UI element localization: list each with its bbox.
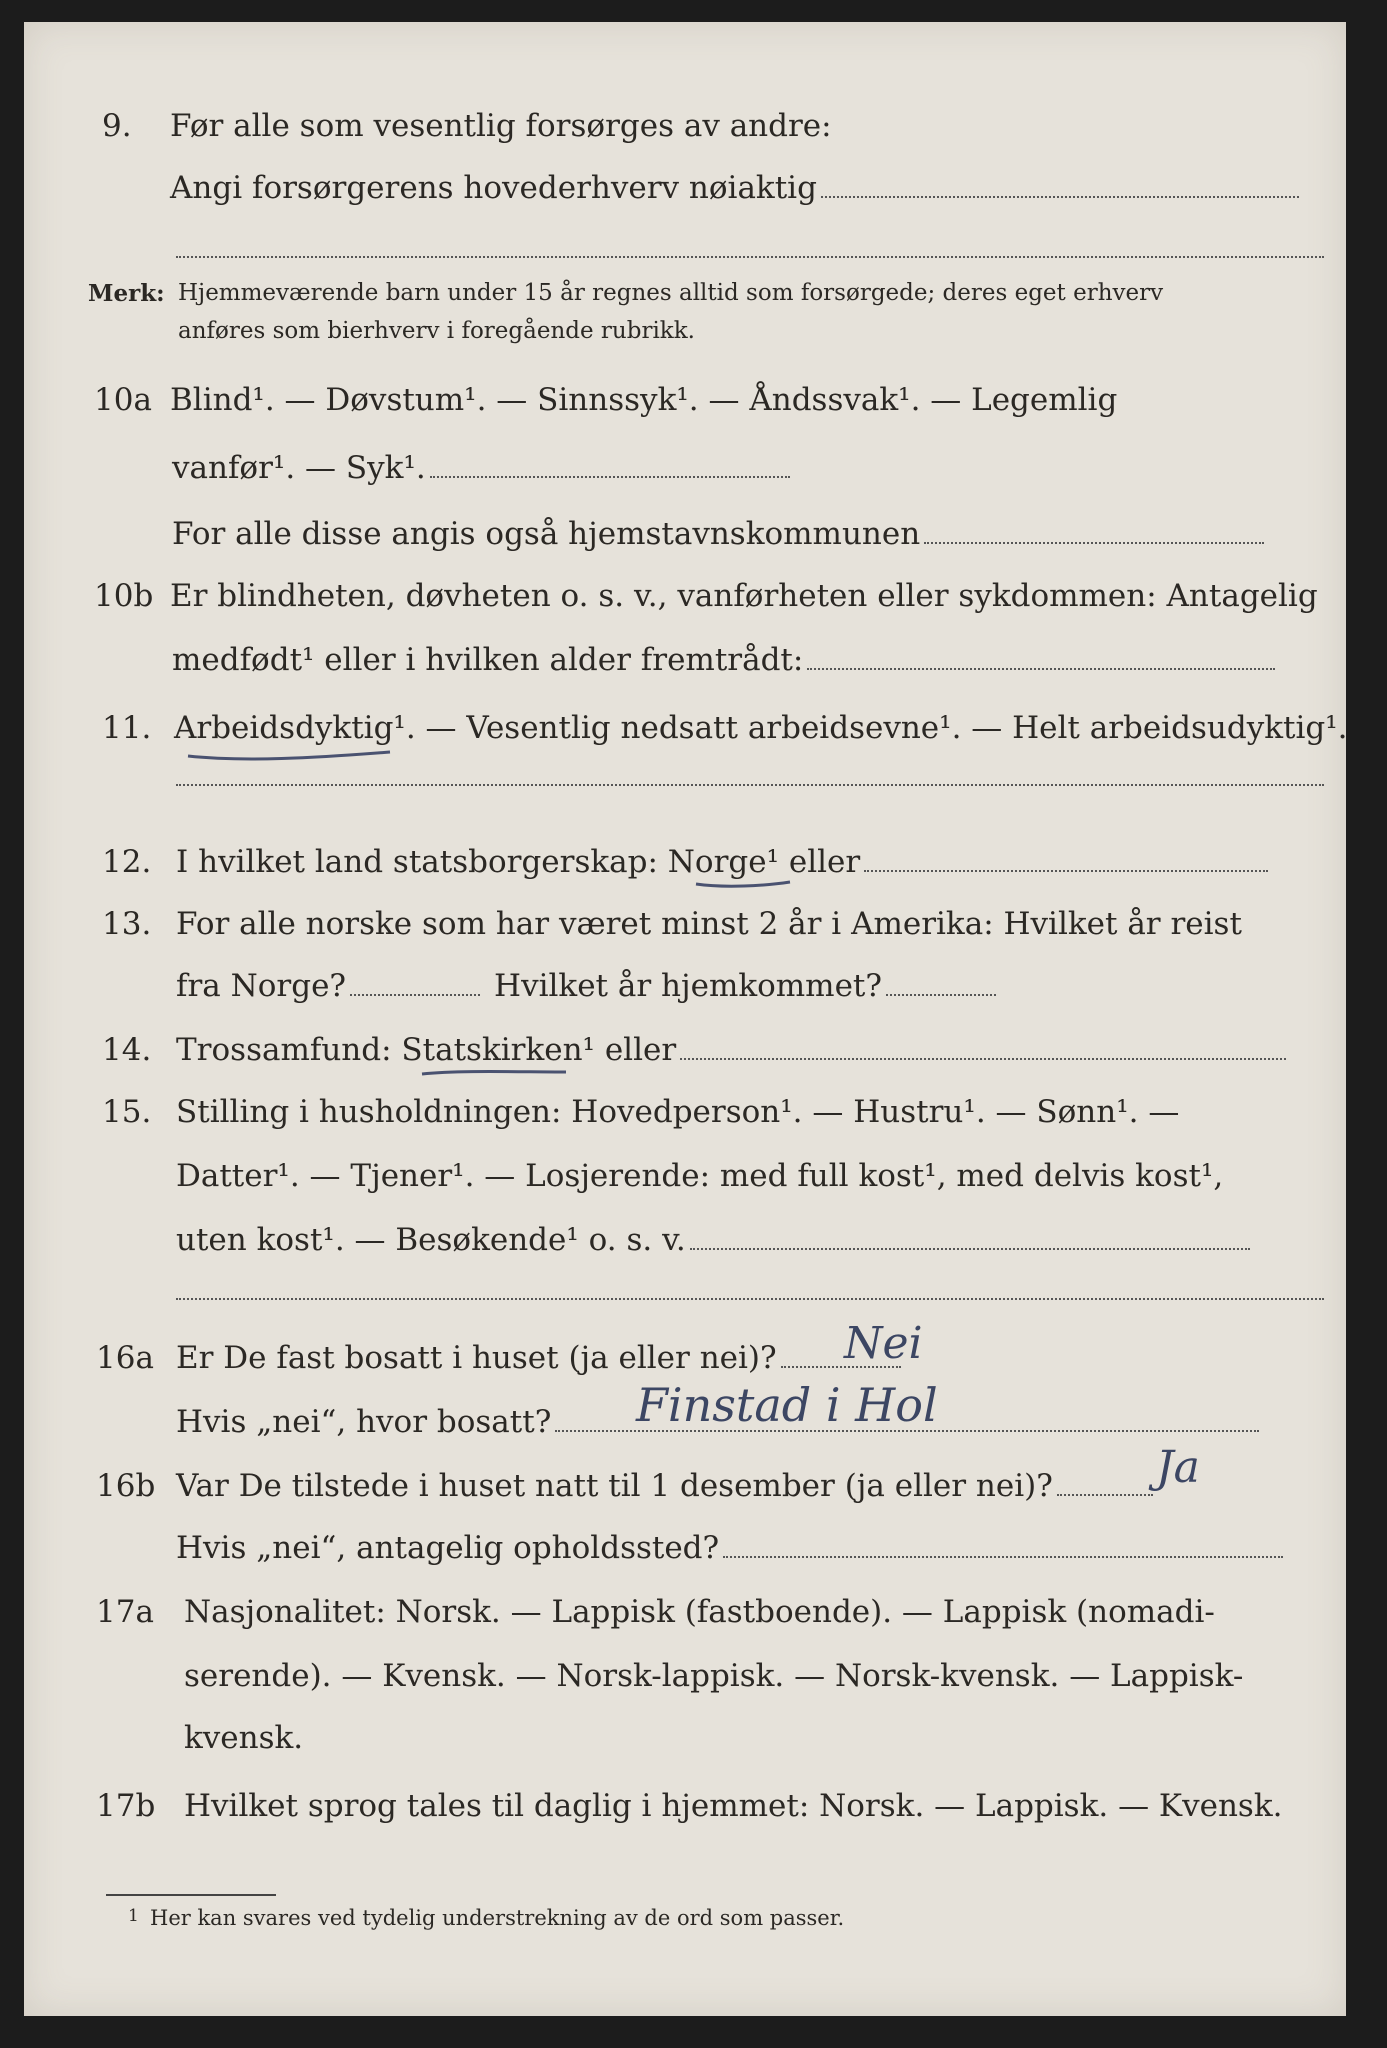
answer-field[interactable] <box>723 1554 1283 1558</box>
answer-field[interactable] <box>176 256 1324 258</box>
question-number: 16a <box>96 1340 154 1376</box>
answer-field[interactable] <box>680 1056 1286 1060</box>
footnote <box>128 1906 845 1930</box>
question-text: Hvis „nei“, hvor bosatt? <box>176 1404 552 1440</box>
question-text: For alle disse angis også hjemstavnskommunen <box>172 516 921 552</box>
question-text: Nasjonalitet: Norsk. — Lappisk (fastboende). — Lappisk (nomadi- <box>184 1594 1215 1630</box>
question-text: medfødt¹ eller i hvilken alder fremtrådt: <box>172 642 804 678</box>
question-text: Hvis „nei“, antagelig opholdssted? <box>176 1530 720 1566</box>
note-text: Hjemmeværende barn under 15 år regnes alltid som forsørgede; deres eget erhverv <box>178 280 1164 306</box>
question-number: 12. <box>102 844 152 880</box>
question-text: I hvilket land statsborgerskap: Norge¹ eller <box>176 844 861 880</box>
question-text: Var De tilstede i huset natt til 1 desember (ja eller nei)? <box>176 1468 1053 1504</box>
question-text: serende). — Kvensk. — Norsk-lappisk. — Norsk-kvensk. — Lappisk- <box>184 1658 1244 1694</box>
question-number: 16b <box>96 1468 156 1504</box>
footnote-text: Her kan svares ved tydelig understrekning av de ord som passer. <box>150 1906 845 1930</box>
pen-underline-norge <box>694 878 794 892</box>
handwritten-answer: Ja <box>1156 1442 1200 1493</box>
question-text: Hvilket år hjemkommet? <box>494 968 883 1004</box>
question-text: Blind¹. — Døvstum¹. — Sinnssyk¹. — Åndssvak¹. — Legemlig <box>170 382 1118 418</box>
question-text: Angi forsørgerens hovederhverv nøiaktig <box>170 170 817 206</box>
question-number: 9. <box>102 108 132 144</box>
handwritten-answer: Nei <box>844 1318 923 1369</box>
answer-field[interactable] <box>176 1298 1324 1300</box>
question-text: Er De fast bosatt i huset (ja eller nei)? <box>176 1340 777 1376</box>
note-label: Merk: <box>88 280 165 307</box>
question-text: Er blindheten, døvheten o. s. v., vanførheten eller sykdommen: Antagelig <box>170 578 1318 614</box>
question-text: Hvilket sprog tales til daglig i hjemmet: Norsk. — Lappisk. — Kvensk. <box>184 1788 1283 1824</box>
question-number: 17a <box>96 1594 154 1630</box>
question-number: 13. <box>102 906 152 942</box>
question-text: Datter¹. — Tjener¹. — Losjerende: med full kost¹, med delvis kost¹, <box>176 1158 1224 1194</box>
answer-field[interactable] <box>924 540 1264 544</box>
question-text: Trossamfund: Statskirken¹ eller <box>176 1032 677 1068</box>
answer-field[interactable] <box>350 992 480 996</box>
answer-field[interactable] <box>821 194 1299 198</box>
note-text: anføres som bierhverv i foregående rubrikk. <box>178 318 695 344</box>
answer-field[interactable] <box>690 1246 1250 1250</box>
pen-underline-statskirken <box>420 1066 570 1080</box>
question-text: Arbeidsdyktig¹. — Vesentlig nedsatt arbeidsevne¹. — Helt arbeidsudyktig¹. <box>174 710 1348 746</box>
question-text: uten kost¹. — Besøkende¹ o. s. v. <box>176 1222 686 1258</box>
answer-field[interactable] <box>1057 1492 1153 1496</box>
question-text: fra Norge? <box>176 968 347 1004</box>
question-number: 15. <box>102 1094 152 1130</box>
form-page <box>24 22 1346 2016</box>
footnote-marker: 1 <box>128 1906 139 1926</box>
handwritten-answer: Finstad i Hol <box>636 1378 938 1432</box>
question-number: 10a <box>94 382 152 418</box>
answer-field[interactable] <box>176 784 1324 786</box>
question-text: Stilling i husholdningen: Hovedperson¹. — Hustru¹. — Sønn¹. — <box>176 1094 1180 1130</box>
question-number: 17b <box>96 1788 156 1824</box>
question-text: kvensk. <box>184 1720 304 1756</box>
answer-field[interactable] <box>864 868 1268 872</box>
question-text: Før alle som vesentlig forsørges av andre: <box>170 108 832 144</box>
question-number: 11. <box>102 710 152 746</box>
question-text: For alle norske som har været minst 2 år i Amerika: Hvilket år reist <box>176 906 1242 942</box>
note-merk <box>88 280 1164 307</box>
answer-field[interactable] <box>886 992 996 996</box>
question-text: vanfør¹. — Syk¹. <box>172 450 426 486</box>
pen-underline-arbeidsdyktig <box>184 744 394 764</box>
answer-field[interactable] <box>430 474 790 478</box>
footnote-divider <box>106 1894 276 1896</box>
question-number: 10b <box>94 578 154 614</box>
question-number: 14. <box>102 1032 152 1068</box>
answer-field[interactable] <box>807 666 1275 670</box>
